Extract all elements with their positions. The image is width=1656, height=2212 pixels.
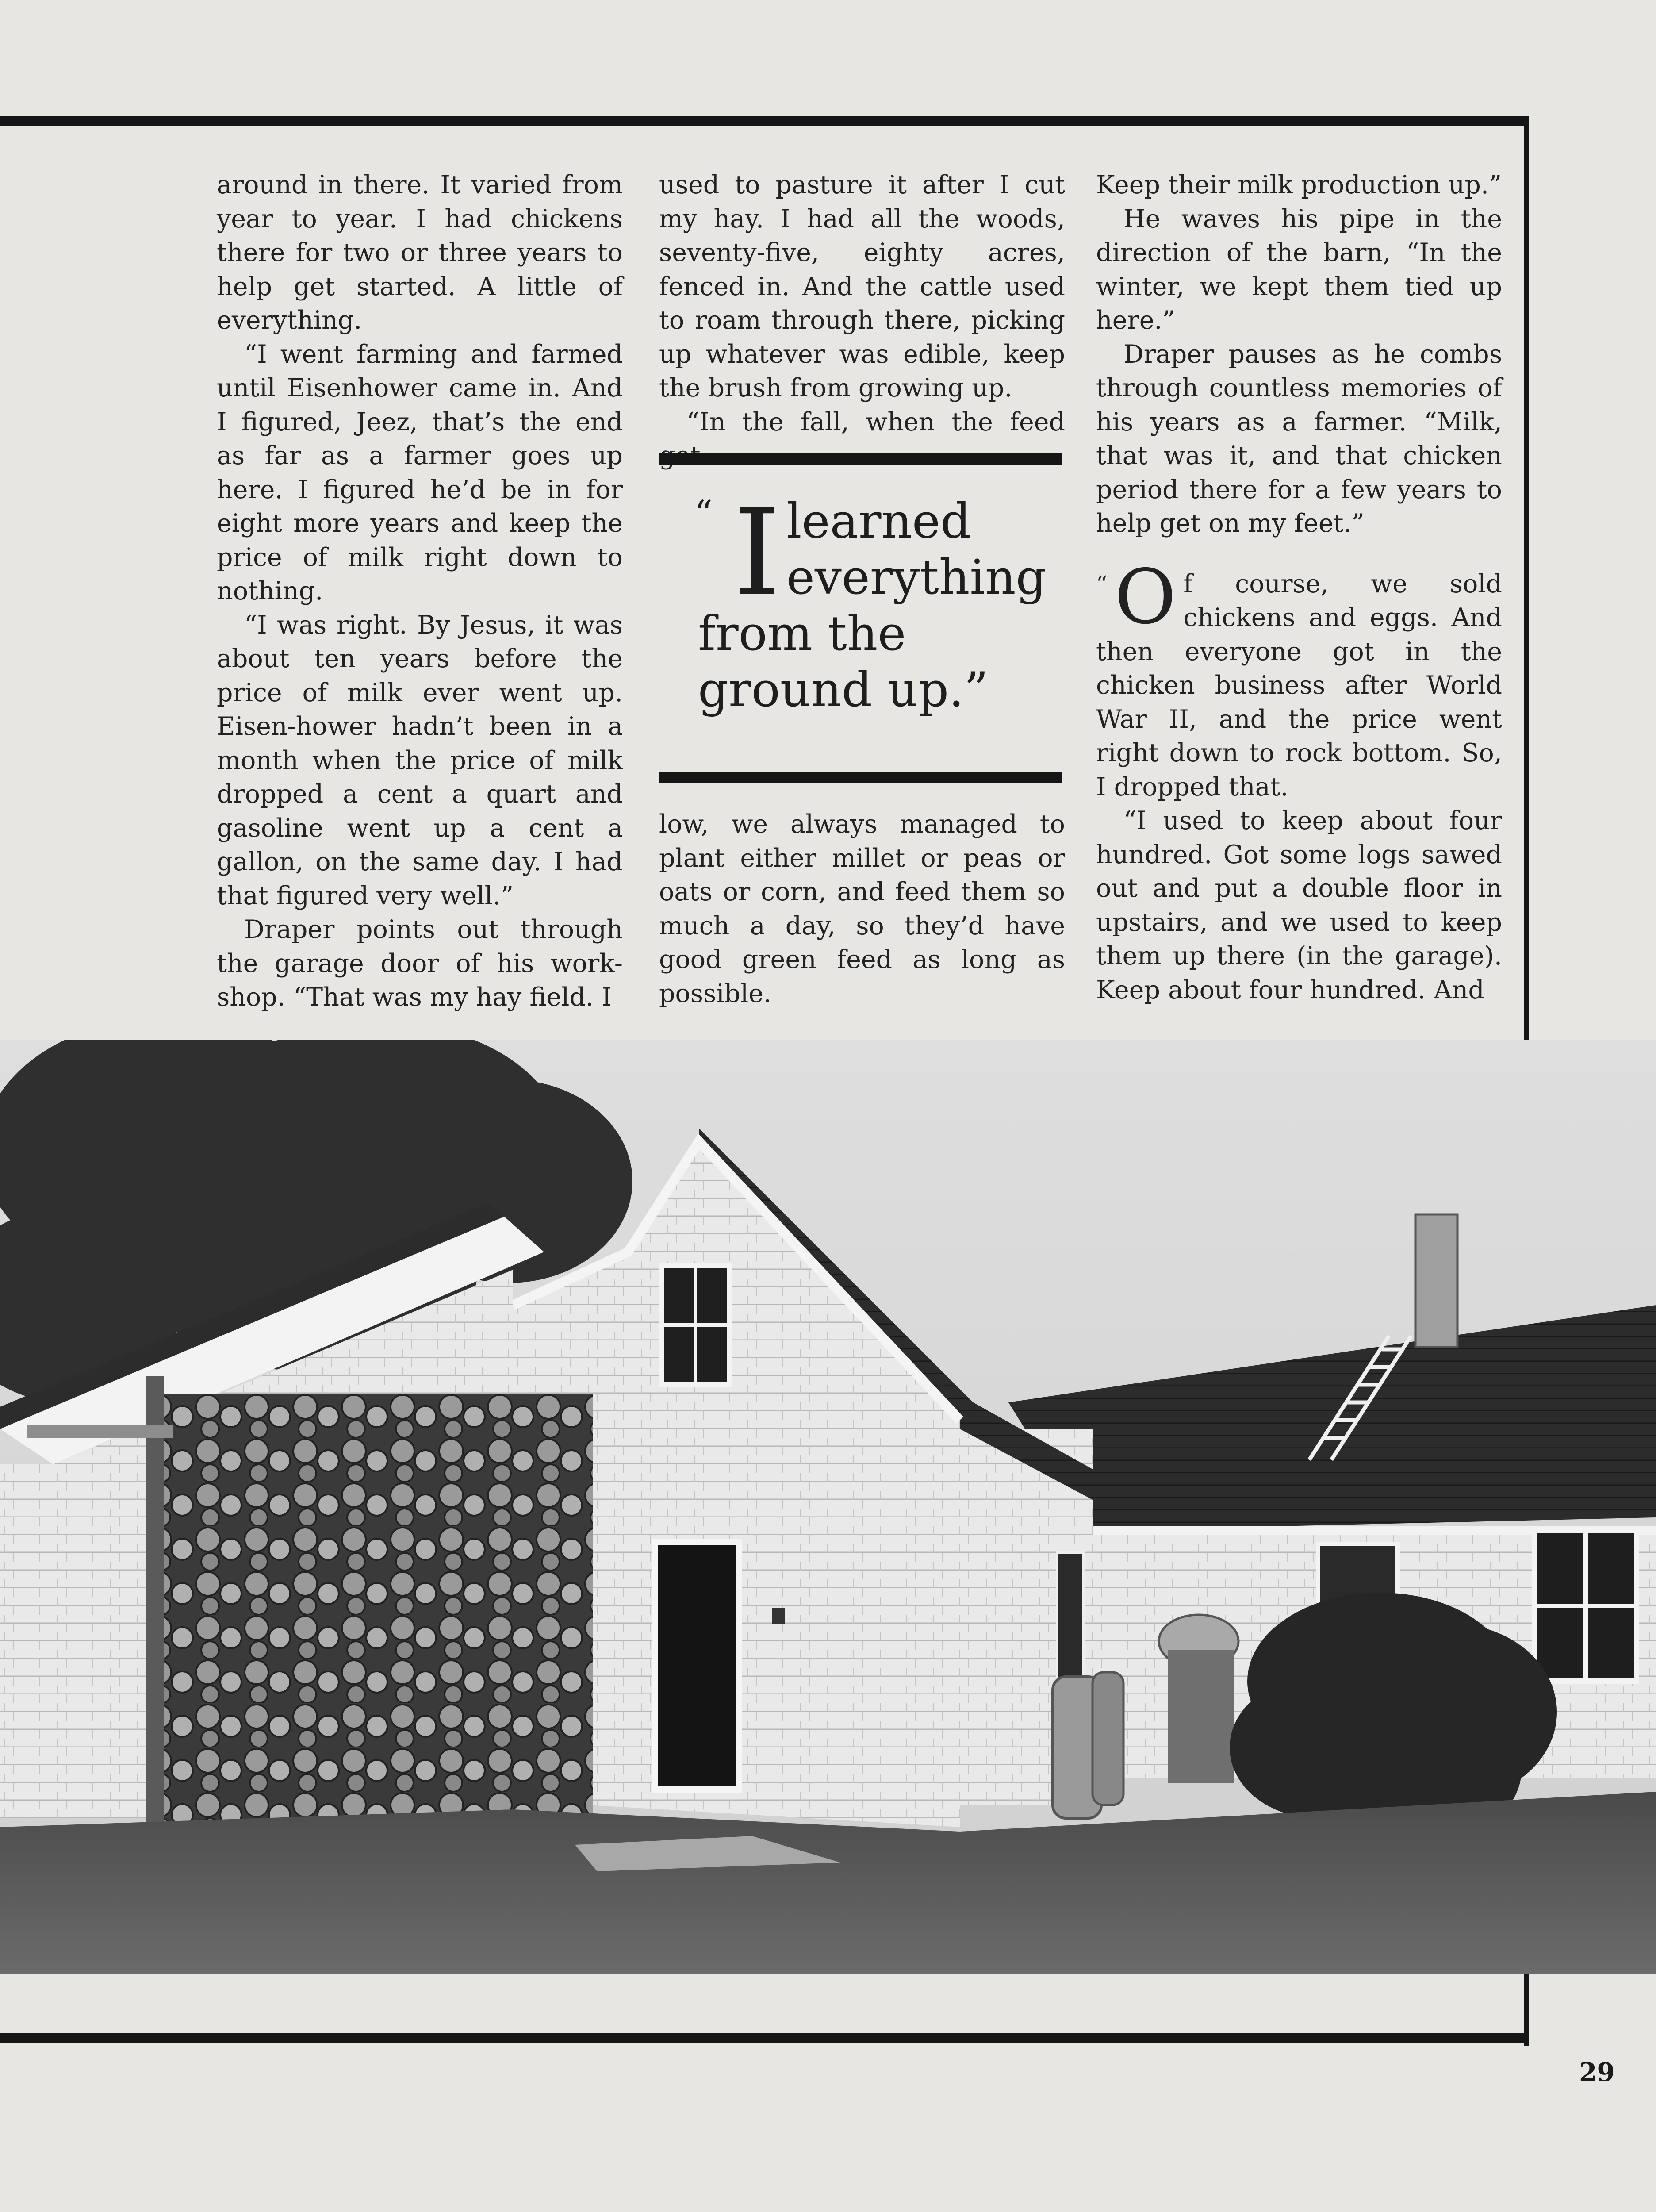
paragraph: “I went farming and farmed until Eisenhower came in. And I figured, Jeez, that’s the end as far as a farmer goes up here. I figured he’d be in for eight more years and keep the price of milk right down to nothing. <box>217 339 623 606</box>
pull-quote-line: ground up.” <box>698 662 989 718</box>
text-column-2-top <box>659 168 1065 473</box>
dropcap-letter: O <box>1115 553 1177 641</box>
paragraph: “I used to keep about four hundred. Got some logs sawed out and put a double floor in upstairs, and we used to keep them up there (in the garage). Keep about four hundred. And <box>1096 806 1502 1005</box>
pull-quote-rule-top <box>659 453 1062 465</box>
farmhouse-illustration <box>0 1040 1656 1974</box>
pull-quote-dropcap: I <box>733 483 781 622</box>
paragraph: used to pasture it after I cut my hay. I had all the woods, seventy-five, eighty acres, fenced in. And the cattle used to roam through there, picking up whatever was edible, keep the brush from growing up. <box>659 170 1065 403</box>
paragraph: Draper points out through the garage door of his work-shop. “That was my hay field. I <box>217 915 623 1012</box>
dropcap-open-mark: “ <box>1096 571 1108 597</box>
farmhouse-photo <box>0 1040 1656 1974</box>
pull-quote-line: everything <box>786 550 1046 605</box>
paragraph: low, we always managed to plant either millet or peas or oats or corn, and feed them so much a day, so they’d have good green feed as long as possible. <box>659 810 1065 1008</box>
paragraph: f course, we sold chickens and eggs. And then everyone got in the chicken business after World War II, and the price went right down to rock bottom. So, I dropped that. <box>1096 569 1502 802</box>
paragraph: Draper pauses as he combs through countless memories of his years as a farmer. “Milk, that was it, and that chicken period there for a few years to help get on my feet.” <box>1096 339 1502 538</box>
bottom-rule <box>0 2033 1529 2043</box>
text-column-1 <box>217 168 623 1014</box>
pull-quote-open-mark: “ <box>694 493 713 534</box>
paragraph: “I was right. By Jesus, it was about ten years before the price of milk ever went up. Eisen-hower hadn’t been in a month when the price of milk dropped a cent a quart and gasoline went up a cent a gallon, on the same day. I had that figured very well.” <box>217 610 623 910</box>
pull-quote-rule-bottom <box>659 772 1062 783</box>
paragraph: around in there. It varied from year to year. I had chickens there for two or three years to help get started. A little of everything. <box>217 170 623 335</box>
text-column-2-bottom <box>659 807 1065 1010</box>
paragraph: He waves his pipe in the direction of the barn, “In the winter, we kept them tied up here.” <box>1096 204 1502 335</box>
text-column-3 <box>1096 168 1502 1007</box>
right-rule <box>1524 116 1529 1041</box>
dropcap-paragraph <box>1096 553 1502 804</box>
pull-quote-line: learned <box>786 494 971 549</box>
page-number: 29 <box>1579 2057 1615 2087</box>
pull-quote-line: from the <box>698 606 906 661</box>
top-rule <box>0 116 1528 126</box>
paragraph: Keep their milk production up.” <box>1096 170 1502 200</box>
pull-quote <box>694 483 1061 718</box>
paragraph: “In the fall, when the feed <box>686 407 1065 437</box>
